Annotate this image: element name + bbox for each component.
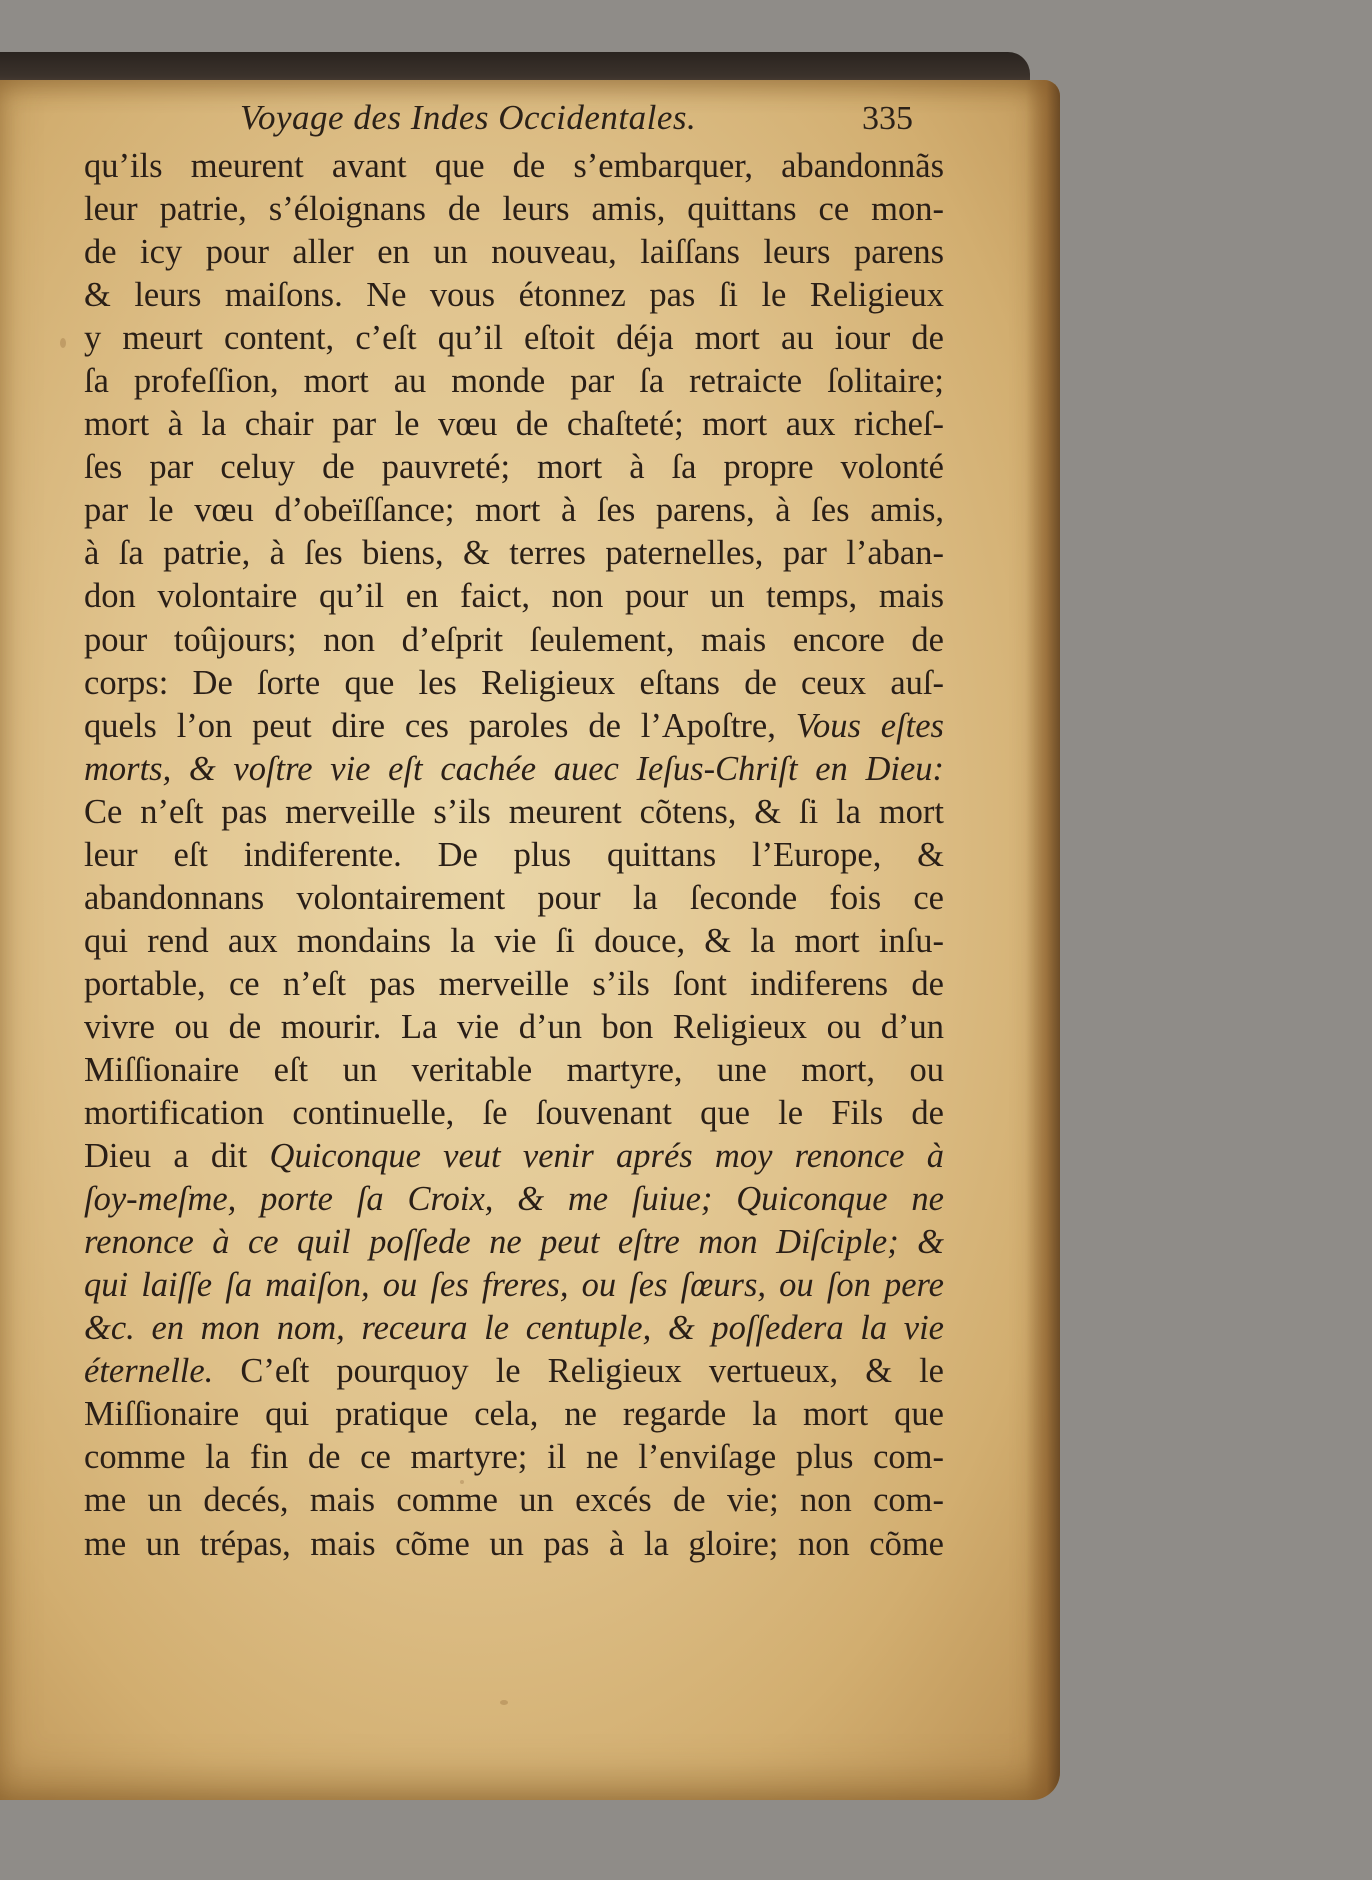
text-segment: abandonnans volontairement pour la ſeconde fois ce bbox=[84, 878, 944, 917]
text-line bbox=[84, 1350, 944, 1393]
text-segment: leur eſt indiferente. De plus quittans l’Europe, & bbox=[84, 835, 944, 874]
text-line bbox=[84, 705, 944, 748]
italic-text-segment: &c. en mon nom, receura le centuple, & poſſedera la vie bbox=[84, 1309, 944, 1348]
text-line bbox=[84, 1135, 944, 1178]
italic-text-segment: morts, & voſtre vie eſt cachée auec Ieſus-Chriſt en Dieu: bbox=[84, 749, 944, 788]
text-line bbox=[84, 188, 944, 231]
text-segment: quels l’on peut dire ces paroles de l’Apoſtre, bbox=[84, 706, 796, 745]
italic-text-segment: éternelle. bbox=[84, 1352, 214, 1391]
text-segment: vivre ou de mourir. La vie d’un bon Religieux ou d’un bbox=[84, 1007, 944, 1046]
text-line bbox=[84, 1307, 944, 1350]
text-line bbox=[84, 575, 944, 618]
text-line bbox=[84, 1092, 944, 1135]
italic-text-segment: renonce à ce quil poſſede ne peut eſtre mon Diſciple; & bbox=[84, 1223, 944, 1262]
text-segment: me un decés, mais comme un excés de vie; non com- bbox=[84, 1481, 944, 1520]
text-line bbox=[84, 963, 944, 1006]
text-segment: me un trépas, mais cõme un pas à la gloire; non cõme bbox=[84, 1524, 944, 1563]
page-number: 335 bbox=[862, 100, 913, 137]
text-line bbox=[84, 446, 944, 489]
running-head: Voyage des Indes Occidentales. bbox=[240, 98, 697, 137]
text-line bbox=[84, 1221, 944, 1264]
foxing-spot bbox=[500, 1700, 508, 1705]
text-segment: leur patrie, s’éloignans de leurs amis, quittans ce mon- bbox=[84, 190, 944, 229]
text-segment: qui rend aux mondains la vie ſi douce, & la mort inſu- bbox=[84, 921, 944, 960]
text-line bbox=[84, 1264, 944, 1307]
text-segment: don volontaire qu’il en faict, non pour un temps, mais bbox=[84, 577, 944, 616]
text-segment: Miſſionaire qui pratique cela, ne regarde la mort que bbox=[84, 1395, 944, 1434]
italic-text-segment: ſoy-meſme, porte ſa Croix, & me ſuiue; Quiconque ne bbox=[84, 1180, 944, 1219]
text-segment: y meurt content, c’eſt qu’il eſtoit déja mort au iour de bbox=[84, 319, 944, 358]
text-line bbox=[84, 920, 944, 963]
text-segment: Miſſionaire eſt un veritable martyre, une mort, ou bbox=[84, 1050, 944, 1089]
text-segment: portable, ce n’eſt pas merveille s’ils ſont indiferens de bbox=[84, 964, 944, 1003]
text-line bbox=[84, 274, 944, 317]
text-segment: à ſa patrie, à ſes biens, & terres paternelles, par l’aban- bbox=[84, 534, 944, 573]
text-line bbox=[84, 1393, 944, 1436]
italic-text-segment: Quiconque veut venir aprés moy renonce à bbox=[269, 1137, 944, 1176]
text-line bbox=[84, 317, 944, 360]
text-line bbox=[84, 834, 944, 877]
text-line bbox=[84, 748, 944, 791]
text-line bbox=[84, 1523, 944, 1566]
text-line bbox=[84, 791, 944, 834]
text-segment: Ce n’eſt pas merveille s’ils meurent cõtens, & ſi la mort bbox=[84, 792, 944, 831]
text-line bbox=[84, 1006, 944, 1049]
text-line bbox=[84, 1436, 944, 1479]
text-segment: comme la fin de ce martyre; il ne l’enviſage plus com- bbox=[84, 1438, 944, 1477]
text-line bbox=[84, 662, 944, 705]
text-line bbox=[84, 619, 944, 662]
text-line bbox=[84, 145, 944, 188]
text-segment: pour toûjours; non d’eſprit ſeulement, mais encore de bbox=[84, 620, 944, 659]
text-segment: & leurs maiſons. Ne vous étonnez pas ſi le Religieux bbox=[84, 276, 944, 315]
body-text bbox=[84, 145, 944, 1566]
text-line bbox=[84, 489, 944, 532]
text-segment: qu’ils meurent avant que de s’embarquer, abandonnãs bbox=[84, 147, 944, 185]
text-segment: C’eſt pourquoy le Religieux vertueux, & le bbox=[213, 1352, 944, 1391]
text-line bbox=[84, 1178, 944, 1221]
text-line bbox=[84, 532, 944, 575]
page-edge-shadow bbox=[1026, 80, 1060, 1800]
text-line bbox=[84, 360, 944, 403]
text-segment: par le vœu d’obeïſſance; mort à ſes parens, à ſes amis, bbox=[84, 491, 944, 530]
text-segment: corps: De ſorte que les Religieux eſtans de ceux auſ- bbox=[84, 663, 944, 702]
text-segment: ſa profeſſion, mort au monde par ſa retraicte ſolitaire; bbox=[84, 362, 944, 401]
text-line bbox=[84, 1479, 944, 1522]
italic-text-segment: qui laiſſe ſa maiſon, ou ſes freres, ou ſes ſœurs, ou ſon pere bbox=[84, 1266, 944, 1305]
text-line bbox=[84, 403, 944, 446]
text-segment: mortification continuelle, ſe ſouvenant que le Fils de bbox=[84, 1094, 944, 1133]
foxing-spot bbox=[60, 338, 66, 348]
text-segment: Dieu a dit bbox=[84, 1137, 270, 1176]
text-line bbox=[84, 877, 944, 920]
text-segment: ſes par celuy de pauvreté; mort à ſa propre volonté bbox=[84, 448, 944, 487]
text-line bbox=[84, 231, 944, 274]
text-segment: de icy pour aller en un nouveau, laiſſans leurs parens bbox=[84, 233, 944, 272]
text-line bbox=[84, 1049, 944, 1092]
italic-text-segment: Vous eſtes bbox=[795, 706, 944, 745]
text-segment: mort à la chair par le vœu de chaſteté; mort aux richeſ- bbox=[84, 405, 944, 444]
